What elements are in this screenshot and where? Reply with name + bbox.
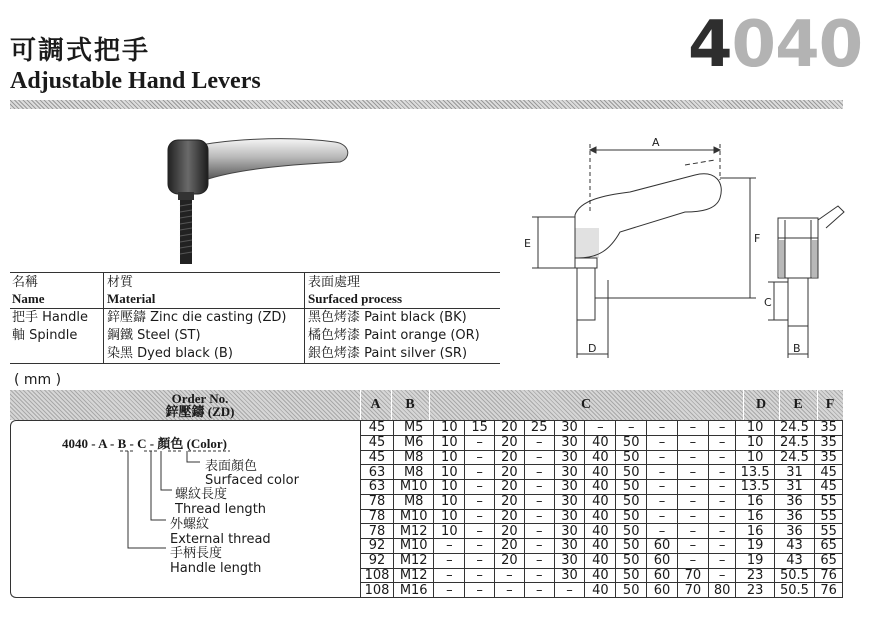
table-cell: 108 [361,583,394,598]
row-material: 染黑 Dyed black (B) [107,346,233,361]
table-cell: 76 [815,583,843,598]
table-row [361,509,843,524]
table-cell: – [616,421,647,436]
table-cell: – [647,480,678,495]
table-cell: 10 [434,494,465,509]
table-cell: – [465,494,495,509]
table-cell: 50 [616,435,647,450]
table-cell: – [495,568,525,583]
table-cell: 16 [736,524,774,539]
table-cell: 55 [815,524,843,539]
table-cell: 78 [361,524,394,539]
table-cell: – [524,583,554,598]
table-cell: 30 [554,568,585,583]
legend-color-cn: 表面顏色 [205,459,258,474]
table-row [361,465,843,480]
row-material: 鋅壓鑄 Zinc die casting (ZD) [107,310,287,325]
table-cell: M8 [393,494,433,509]
legend-ext-en: External thread [170,532,271,547]
table-cell: 78 [361,494,394,509]
col-header-f: F [825,397,835,412]
header-material-en: Material [107,291,156,306]
order-no-subtitle: 鋅壓鑄 (ZD) [165,404,235,419]
row-name: 軸 Spindle [12,328,78,343]
unit-label: ( mm ) [14,372,62,388]
table-cell: 50 [616,465,647,480]
table-cell: 19 [736,539,774,554]
table-cell: 40 [585,494,616,509]
table-cell: 92 [361,539,394,554]
table-cell: 50.5 [774,583,814,598]
table-cell: 25 [524,421,554,436]
table-cell: 43 [774,553,814,568]
table-cell: – [434,539,465,554]
table-cell: 50 [616,539,647,554]
table-cell: 45 [815,465,843,480]
table-cell: – [647,435,678,450]
table-cell: – [708,450,736,465]
table-cell: M8 [393,450,433,465]
table-cell: 63 [361,465,394,480]
col-header-a: A [370,397,381,412]
col-header-e: E [793,397,803,412]
table-cell: M10 [393,480,433,495]
material-table [10,272,500,364]
row-name: 把手 Handle [12,310,88,325]
header-surface-en: Surfaced process [308,291,403,306]
table-cell: – [434,583,465,598]
table-cell: 20 [495,509,525,524]
table-row [361,450,843,465]
table-cell: – [524,480,554,495]
legend-handle-cn: 手柄長度 [170,546,223,561]
table-cell: 45 [361,421,394,436]
table-cell: – [524,553,554,568]
table-cell: 15 [465,421,495,436]
table-cell: 10 [434,435,465,450]
table-cell: 50 [616,583,647,598]
table-cell: 45 [815,480,843,495]
table-row [361,480,843,495]
table-cell: 35 [815,450,843,465]
table-cell: – [465,539,495,554]
dim-label-b: B [793,342,801,355]
table-row [361,568,843,583]
table-cell: 40 [585,450,616,465]
model-number-first-digit: 4 [688,8,732,82]
table-cell: 10 [434,509,465,524]
table-cell: – [708,435,736,450]
table-cell: 20 [495,450,525,465]
spindle-thread-shape [180,200,192,264]
table-cell: 50.5 [774,568,814,583]
table-cell: 50 [616,494,647,509]
table-cell: 13.5 [736,465,774,480]
table-cell: – [708,421,736,436]
table-cell: 63 [361,480,394,495]
table-cell: 20 [495,421,525,436]
table-cell: 10 [736,450,774,465]
table-cell: – [647,450,678,465]
table-cell: – [465,465,495,480]
table-cell: M5 [393,421,433,436]
table-cell: – [434,568,465,583]
table-row [361,553,843,568]
table-cell: – [647,494,678,509]
table-cell: – [465,553,495,568]
table-cell: 20 [495,465,525,480]
table-cell: – [677,509,708,524]
table-cell: – [465,583,495,598]
row-material: 鋼鐵 Steel (ST) [107,328,201,343]
table-cell: – [524,435,554,450]
table-cell: 10 [736,435,774,450]
table-cell: M8 [393,465,433,480]
table-cell: 50 [616,568,647,583]
table-cell: 40 [585,553,616,568]
row-surface: 黑色烤漆 Paint black (BK) [308,310,467,325]
table-cell: 40 [585,524,616,539]
table-cell: – [708,494,736,509]
table-cell: 40 [585,435,616,450]
table-cell: – [524,539,554,554]
table-cell: 23 [736,583,774,598]
row-surface: 橘色烤漆 Paint orange (OR) [308,328,480,343]
table-cell: – [465,509,495,524]
table-cell: – [677,553,708,568]
dim-label-a: A [652,136,660,149]
table-cell: 31 [774,480,814,495]
table-cell: 60 [647,553,678,568]
order-data-grid [360,420,843,598]
col-header-d: D [755,397,767,412]
table-cell: – [524,509,554,524]
dim-label-c: C [764,296,772,309]
table-cell: 30 [554,450,585,465]
table-row [361,421,843,436]
table-cell: 50 [616,450,647,465]
header-material-cn: 材質 [107,275,134,290]
table-cell: 16 [736,494,774,509]
table-cell: 50 [616,524,647,539]
table-cell: – [465,435,495,450]
table-cell: 36 [774,524,814,539]
table-cell: – [647,524,678,539]
table-cell: – [647,465,678,480]
table-cell: – [647,421,678,436]
table-cell: 36 [774,509,814,524]
table-cell: 16 [736,509,774,524]
table-cell: – [708,568,736,583]
table-cell: – [524,450,554,465]
table-cell: 43 [774,539,814,554]
col-header-b: B [405,397,415,412]
table-cell: – [708,480,736,495]
table-cell: 30 [554,494,585,509]
table-cell: 30 [554,553,585,568]
table-cell: 76 [815,568,843,583]
table-cell: – [465,450,495,465]
table-cell: 65 [815,539,843,554]
table-cell: M12 [393,553,433,568]
table-cell: M12 [393,568,433,583]
table-row [361,435,843,450]
dim-label-f: F [754,232,761,245]
dim-label-d: D [588,342,597,355]
side-view-hub-fill [575,228,599,258]
table-cell: 78 [361,509,394,524]
table-cell: 24.5 [774,450,814,465]
table-cell: 55 [815,509,843,524]
table-cell: 70 [677,583,708,598]
front-view-hatch [779,240,785,277]
table-cell: 40 [585,465,616,480]
page-title-cn: 可調式把手 [10,36,151,66]
table-cell: 30 [554,509,585,524]
table-cell: 20 [495,435,525,450]
table-cell: 60 [647,583,678,598]
order-code-formula: 4040 - A - B - C - 顏色 (Color) [62,436,228,451]
table-cell: – [677,480,708,495]
table-cell: 30 [554,421,585,436]
table-cell: 92 [361,553,394,568]
row-surface: 銀色烤漆 Paint silver (SR) [308,346,468,361]
table-cell: 20 [495,524,525,539]
table-cell: 24.5 [774,421,814,436]
table-cell: M16 [393,583,433,598]
table-cell: – [677,539,708,554]
legend-ext-cn: 外螺紋 [170,517,210,532]
front-view-hatch-right [812,240,818,277]
col-header-c: C [580,397,592,412]
table-cell: M12 [393,524,433,539]
legend-color-en: Surfaced color [205,473,299,488]
order-table [10,390,843,598]
technical-drawing [520,120,850,365]
table-cell: 50 [616,509,647,524]
table-cell: – [647,509,678,524]
table-cell: – [677,450,708,465]
table-cell: 35 [815,435,843,450]
table-cell: 30 [554,465,585,480]
table-cell: – [708,524,736,539]
legend-thread-en: Thread length [175,502,267,517]
table-cell: 10 [434,450,465,465]
table-cell: – [434,553,465,568]
header-name-en: Name [12,291,45,306]
table-cell: 10 [434,524,465,539]
table-cell: – [524,494,554,509]
legend-handle-en: Handle length [170,561,262,576]
table-cell: 35 [815,421,843,436]
table-cell: – [465,480,495,495]
table-cell: 45 [361,450,394,465]
table-cell: – [677,421,708,436]
table-cell: 30 [554,435,585,450]
table-cell: 19 [736,553,774,568]
table-cell: 50 [616,553,647,568]
table-cell: – [677,524,708,539]
table-cell: 40 [585,539,616,554]
table-row [361,583,843,598]
table-cell: 40 [585,509,616,524]
table-cell: 36 [774,494,814,509]
table-cell: – [465,524,495,539]
header-name-cn: 名稱 [12,275,39,290]
table-cell: 31 [774,465,814,480]
table-cell: 20 [495,494,525,509]
table-cell: 20 [495,480,525,495]
table-cell: – [554,583,585,598]
dim-label-e: E [524,237,531,250]
legend-thread-cn: 螺紋長度 [175,487,228,502]
table-cell: 20 [495,539,525,554]
table-cell: – [677,435,708,450]
table-cell: 55 [815,494,843,509]
table-cell: 65 [815,553,843,568]
table-cell: – [465,568,495,583]
table-cell: 10 [434,465,465,480]
table-cell: – [585,421,616,436]
table-cell: – [524,568,554,583]
table-cell: 60 [647,568,678,583]
table-cell: 20 [495,553,525,568]
table-cell: 30 [554,539,585,554]
table-cell: – [677,494,708,509]
table-cell: 80 [708,583,736,598]
hub-shape [168,140,208,194]
table-cell: M10 [393,509,433,524]
header-divider [10,100,843,109]
table-cell: – [708,553,736,568]
order-no-title: Order No. [171,391,229,406]
table-cell: – [495,583,525,598]
table-cell: – [524,524,554,539]
table-cell: – [524,465,554,480]
table-cell: 70 [677,568,708,583]
table-cell: 60 [647,539,678,554]
table-cell: 30 [554,480,585,495]
table-cell: 40 [585,583,616,598]
table-cell: – [677,465,708,480]
table-cell: 10 [736,421,774,436]
table-cell: 24.5 [774,435,814,450]
table-cell: 108 [361,568,394,583]
table-cell: M6 [393,435,433,450]
table-cell: 30 [554,524,585,539]
table-cell: M10 [393,539,433,554]
table-cell: 10 [434,480,465,495]
header-surface-cn: 表面處理 [308,275,361,290]
product-photo [150,128,360,268]
model-number-rest: 040 [731,8,863,82]
model-number [688,8,862,82]
table-cell: 10 [434,421,465,436]
table-cell: 50 [616,480,647,495]
spindle-shape [178,192,194,200]
table-cell: – [708,465,736,480]
page-title-en: Adjustable Hand Levers [10,68,261,94]
table-cell: – [708,509,736,524]
table-row [361,524,843,539]
table-cell: 40 [585,480,616,495]
table-row [361,539,843,554]
table-cell: 23 [736,568,774,583]
table-row [361,494,843,509]
table-cell: 45 [361,435,394,450]
table-cell: – [708,539,736,554]
table-cell: 13.5 [736,480,774,495]
table-cell: 40 [585,568,616,583]
